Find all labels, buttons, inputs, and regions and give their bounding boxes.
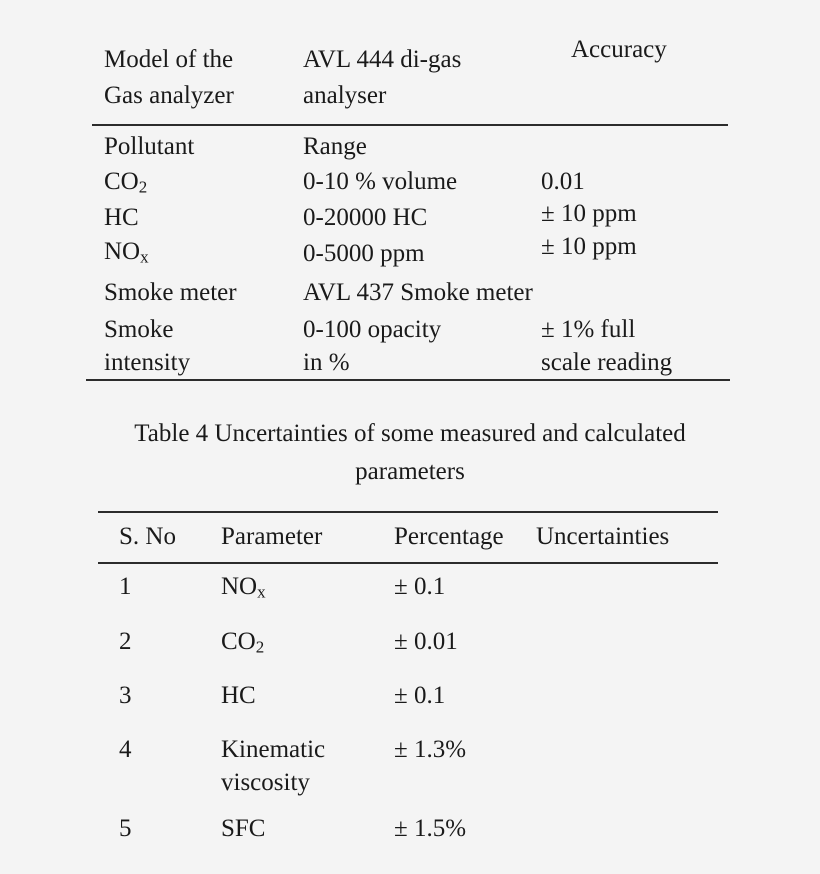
pollutant-formula-subscript: 2 — [138, 177, 148, 197]
table2-header-percentage: Percentage — [394, 523, 504, 550]
row-smoke-meter-model: AVL 437 Smoke meter — [303, 279, 533, 306]
table2-row-value: ± 1.3% — [394, 736, 467, 763]
table2-row-value: ± 0.01 — [394, 628, 458, 655]
caption-table-4 — [60, 415, 760, 491]
row-smoke-intensity-label-line2: intensity — [104, 349, 191, 376]
row-smoke-intensity-label-line1: Smoke — [104, 316, 174, 343]
table2-row-parameter-line2: viscosity — [221, 769, 310, 796]
parameter-formula-subscript: x — [257, 582, 266, 602]
row-smoke-intensity-range-line1: 0-100 opacity — [303, 316, 442, 343]
parameter-formula-main: Kinematic — [221, 736, 326, 763]
row-pollutant-label — [104, 164, 147, 200]
header-model-line1: Model of the — [104, 46, 234, 73]
table2-header-rule — [98, 562, 718, 564]
row-accuracy-value: ± 10 ppm — [541, 200, 637, 227]
table2-row-sno: 5 — [119, 815, 132, 842]
table1-bottom-rule — [86, 379, 730, 381]
table2-row-parameter — [221, 733, 325, 767]
row-accuracy-value: 0.01 — [541, 168, 585, 195]
header-model-line2: Gas analyzer — [104, 82, 234, 109]
header-accuracy: Accuracy — [571, 36, 667, 63]
row-smoke-intensity-accuracy-line1: ± 1% full — [541, 316, 636, 343]
row-pollutant-label — [104, 234, 149, 270]
subheader-range: Range — [303, 133, 367, 160]
row-accuracy-value: ± 10 ppm — [541, 233, 637, 260]
table2-row-sno: 2 — [119, 628, 132, 655]
table2-row-parameter — [221, 570, 266, 604]
row-pollutant-label — [104, 200, 139, 236]
table2-top-rule — [98, 511, 718, 513]
table2-header-uncertainties: Uncertainties — [536, 523, 670, 550]
table2-row-parameter — [221, 812, 265, 846]
table2-row-value: ± 0.1 — [394, 682, 446, 709]
header-device-line2: analyser — [303, 82, 387, 109]
table2-row-sno: 4 — [119, 736, 132, 763]
header-device-line1: AVL 444 di-gas — [303, 46, 462, 73]
table2-row-parameter — [221, 625, 264, 659]
row-smoke-meter-label: Smoke meter — [104, 279, 237, 306]
table2-header-sno: S. No — [119, 523, 176, 550]
pollutant-formula-main: HC — [104, 204, 139, 231]
table1-header-rule — [92, 124, 728, 126]
subheader-pollutant: Pollutant — [104, 133, 195, 160]
caption-line2: parameters — [355, 458, 465, 485]
parameter-formula-main: NO — [221, 573, 258, 600]
table2-row-value: ± 1.5% — [394, 815, 467, 842]
caption-line1: Table 4 Uncertainties of some measured and calculated — [134, 420, 686, 447]
table2-row-sno: 3 — [119, 682, 132, 709]
row-range-value: 0-5000 ppm — [303, 240, 425, 267]
pollutant-formula-main: CO — [104, 168, 139, 195]
pollutant-formula-main: NO — [104, 238, 141, 265]
row-range-value: 0-10 % volume — [303, 168, 458, 195]
parameter-formula-main: HC — [221, 682, 256, 709]
parameter-formula-main: SFC — [221, 815, 266, 842]
row-range-value: 0-20000 HC — [303, 204, 428, 231]
row-smoke-intensity-accuracy-line2: scale reading — [541, 349, 673, 376]
pollutant-formula-subscript: x — [140, 247, 149, 267]
table2-row-parameter — [221, 679, 256, 713]
row-smoke-intensity-range-line2: in % — [303, 349, 350, 376]
table2-row-sno: 1 — [119, 573, 132, 600]
parameter-formula-subscript: 2 — [255, 637, 265, 657]
table2-header-parameter: Parameter — [221, 523, 323, 550]
table2-row-value: ± 0.1 — [394, 573, 446, 600]
parameter-formula-main: CO — [221, 628, 256, 655]
